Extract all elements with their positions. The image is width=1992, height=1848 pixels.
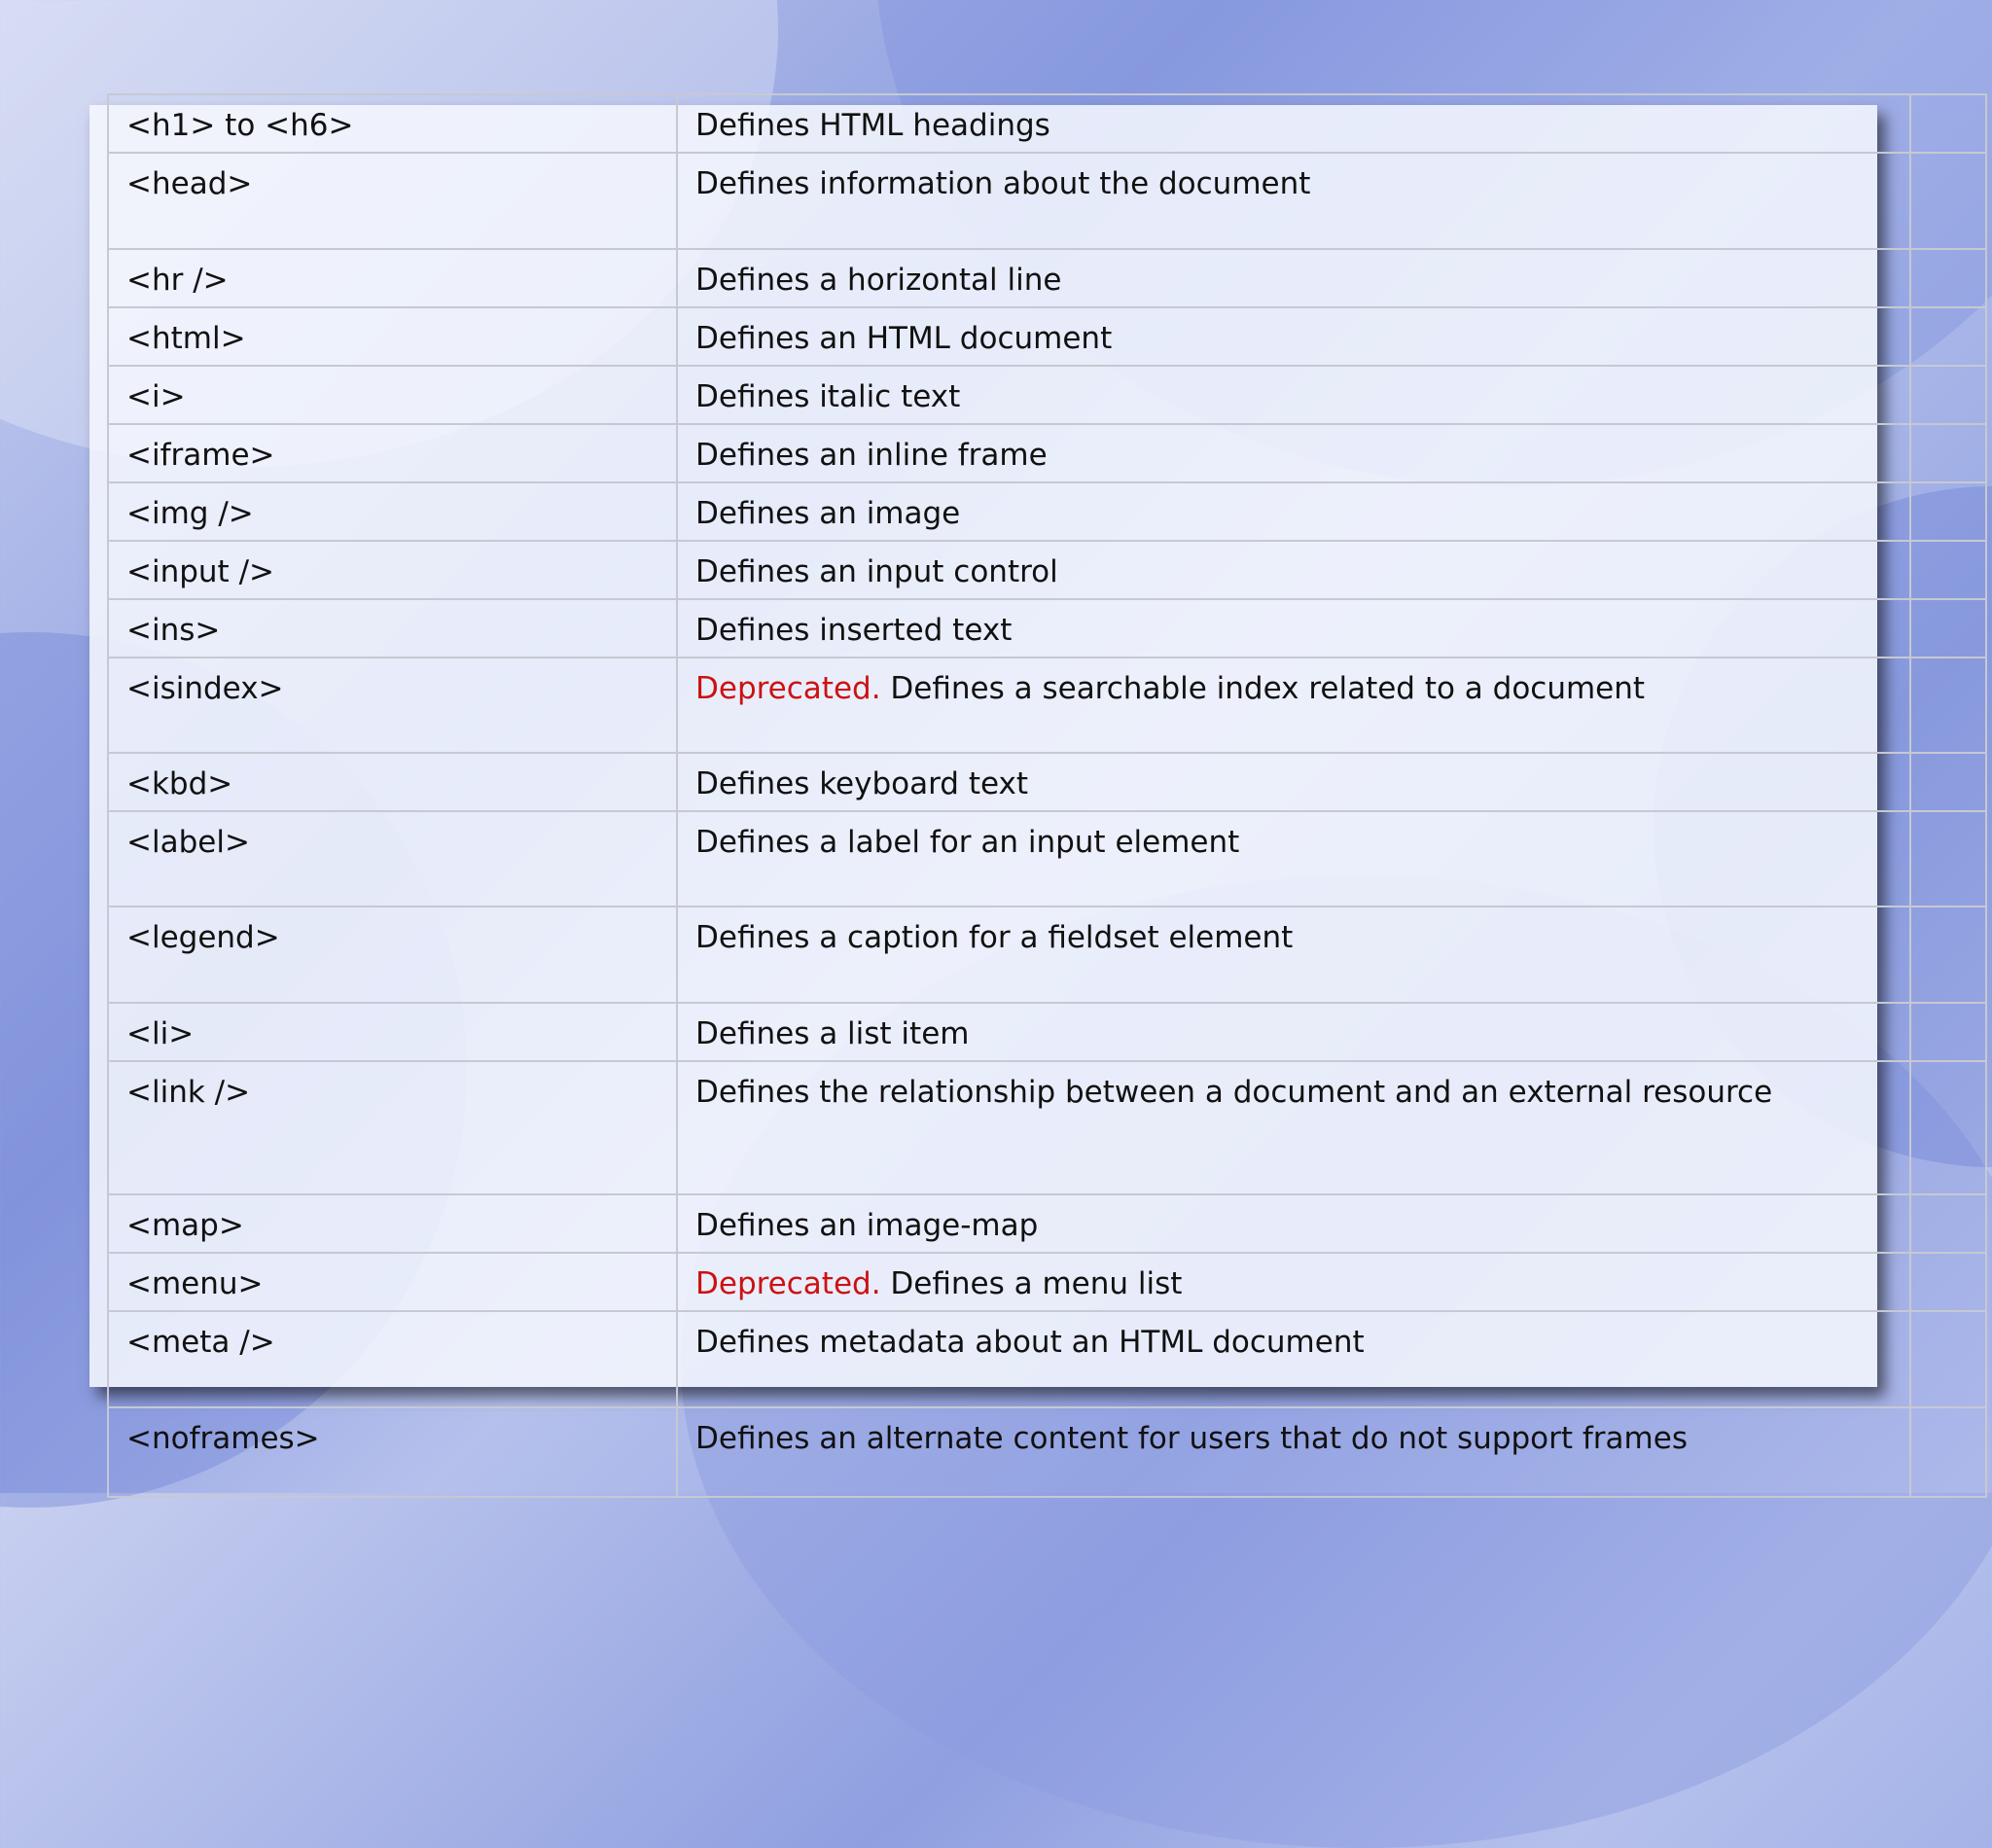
empty-cell (1910, 906, 1986, 1003)
table-row (108, 1194, 1986, 1253)
tag-cell: <img /> (108, 482, 677, 541)
table-row (108, 153, 1986, 249)
table-row (108, 811, 1986, 906)
deprecated-label: Deprecated. (695, 671, 881, 706)
table-row (108, 94, 1986, 153)
tag-cell: <legend> (108, 906, 677, 1003)
table-row (108, 249, 1986, 307)
empty-cell (1910, 94, 1986, 153)
description-cell: Defines a caption for a fieldset element (677, 906, 1910, 1003)
description-cell: Defines metadata about an HTML document (677, 1311, 1910, 1407)
description-cell: Defines italic text (677, 366, 1910, 424)
description-cell: Defines an inline frame (677, 424, 1910, 482)
description-cell: Defines information about the document (677, 153, 1910, 249)
empty-cell (1910, 1311, 1986, 1407)
empty-cell (1910, 482, 1986, 541)
table-row (108, 424, 1986, 482)
deprecated-label: Deprecated. (695, 1266, 881, 1301)
description-text: Defines a menu list (890, 1266, 1183, 1301)
tag-cell: <map> (108, 1194, 677, 1253)
description-cell: Defines an input control (677, 541, 1910, 599)
empty-cell (1910, 657, 1986, 753)
tag-cell: <isindex> (108, 657, 677, 753)
description-cell (677, 657, 1910, 753)
tag-cell: <meta /> (108, 1311, 677, 1407)
table-row (108, 1407, 1986, 1497)
empty-cell (1910, 1003, 1986, 1061)
empty-cell (1910, 811, 1986, 906)
tag-cell: <link /> (108, 1061, 677, 1194)
table-row (108, 753, 1986, 811)
empty-cell (1910, 1194, 1986, 1253)
description-cell: Defines a list item (677, 1003, 1910, 1061)
empty-cell (1910, 307, 1986, 366)
tag-cell: <iframe> (108, 424, 677, 482)
description-cell: Defines HTML headings (677, 94, 1910, 153)
empty-cell (1910, 153, 1986, 249)
tag-cell: <head> (108, 153, 677, 249)
table-row (108, 366, 1986, 424)
empty-cell (1910, 599, 1986, 657)
table-row (108, 657, 1986, 753)
empty-cell (1910, 753, 1986, 811)
description-cell: Defines an HTML document (677, 307, 1910, 366)
tag-cell: <menu> (108, 1253, 677, 1311)
empty-cell (1910, 424, 1986, 482)
table-row (108, 1061, 1986, 1194)
table-row (108, 599, 1986, 657)
description-cell: Defines the relationship between a document and an external resource (677, 1061, 1910, 1194)
description-cell: Defines an image-map (677, 1194, 1910, 1253)
tag-cell: <input /> (108, 541, 677, 599)
table-row (108, 1253, 1986, 1311)
empty-cell (1910, 1253, 1986, 1311)
empty-cell (1910, 366, 1986, 424)
empty-cell (1910, 541, 1986, 599)
description-cell: Defines a label for an input element (677, 811, 1910, 906)
empty-cell (1910, 249, 1986, 307)
tag-cell: <label> (108, 811, 677, 906)
table-row (108, 541, 1986, 599)
description-cell: Defines inserted text (677, 599, 1910, 657)
tag-cell: <kbd> (108, 753, 677, 811)
tag-cell: <html> (108, 307, 677, 366)
html-tag-reference-table (107, 93, 1987, 1498)
empty-cell (1910, 1407, 1986, 1497)
table-row (108, 1003, 1986, 1061)
table-row (108, 307, 1986, 366)
description-text: Defines a searchable index related to a document (890, 671, 1646, 706)
tag-cell: <noframes> (108, 1407, 677, 1497)
description-cell: Defines keyboard text (677, 753, 1910, 811)
description-cell: Defines a horizontal line (677, 249, 1910, 307)
empty-cell (1910, 1061, 1986, 1194)
tag-cell: <hr /> (108, 249, 677, 307)
tag-cell: <i> (108, 366, 677, 424)
table-row (108, 1311, 1986, 1407)
tag-cell: <li> (108, 1003, 677, 1061)
description-cell: Defines an image (677, 482, 1910, 541)
table-row (108, 482, 1986, 541)
description-cell: Defines an alternate content for users that do not support frames (677, 1407, 1910, 1497)
tag-cell: <h1> to <h6> (108, 94, 677, 153)
description-cell (677, 1253, 1910, 1311)
tag-cell: <ins> (108, 599, 677, 657)
table-row (108, 906, 1986, 1003)
